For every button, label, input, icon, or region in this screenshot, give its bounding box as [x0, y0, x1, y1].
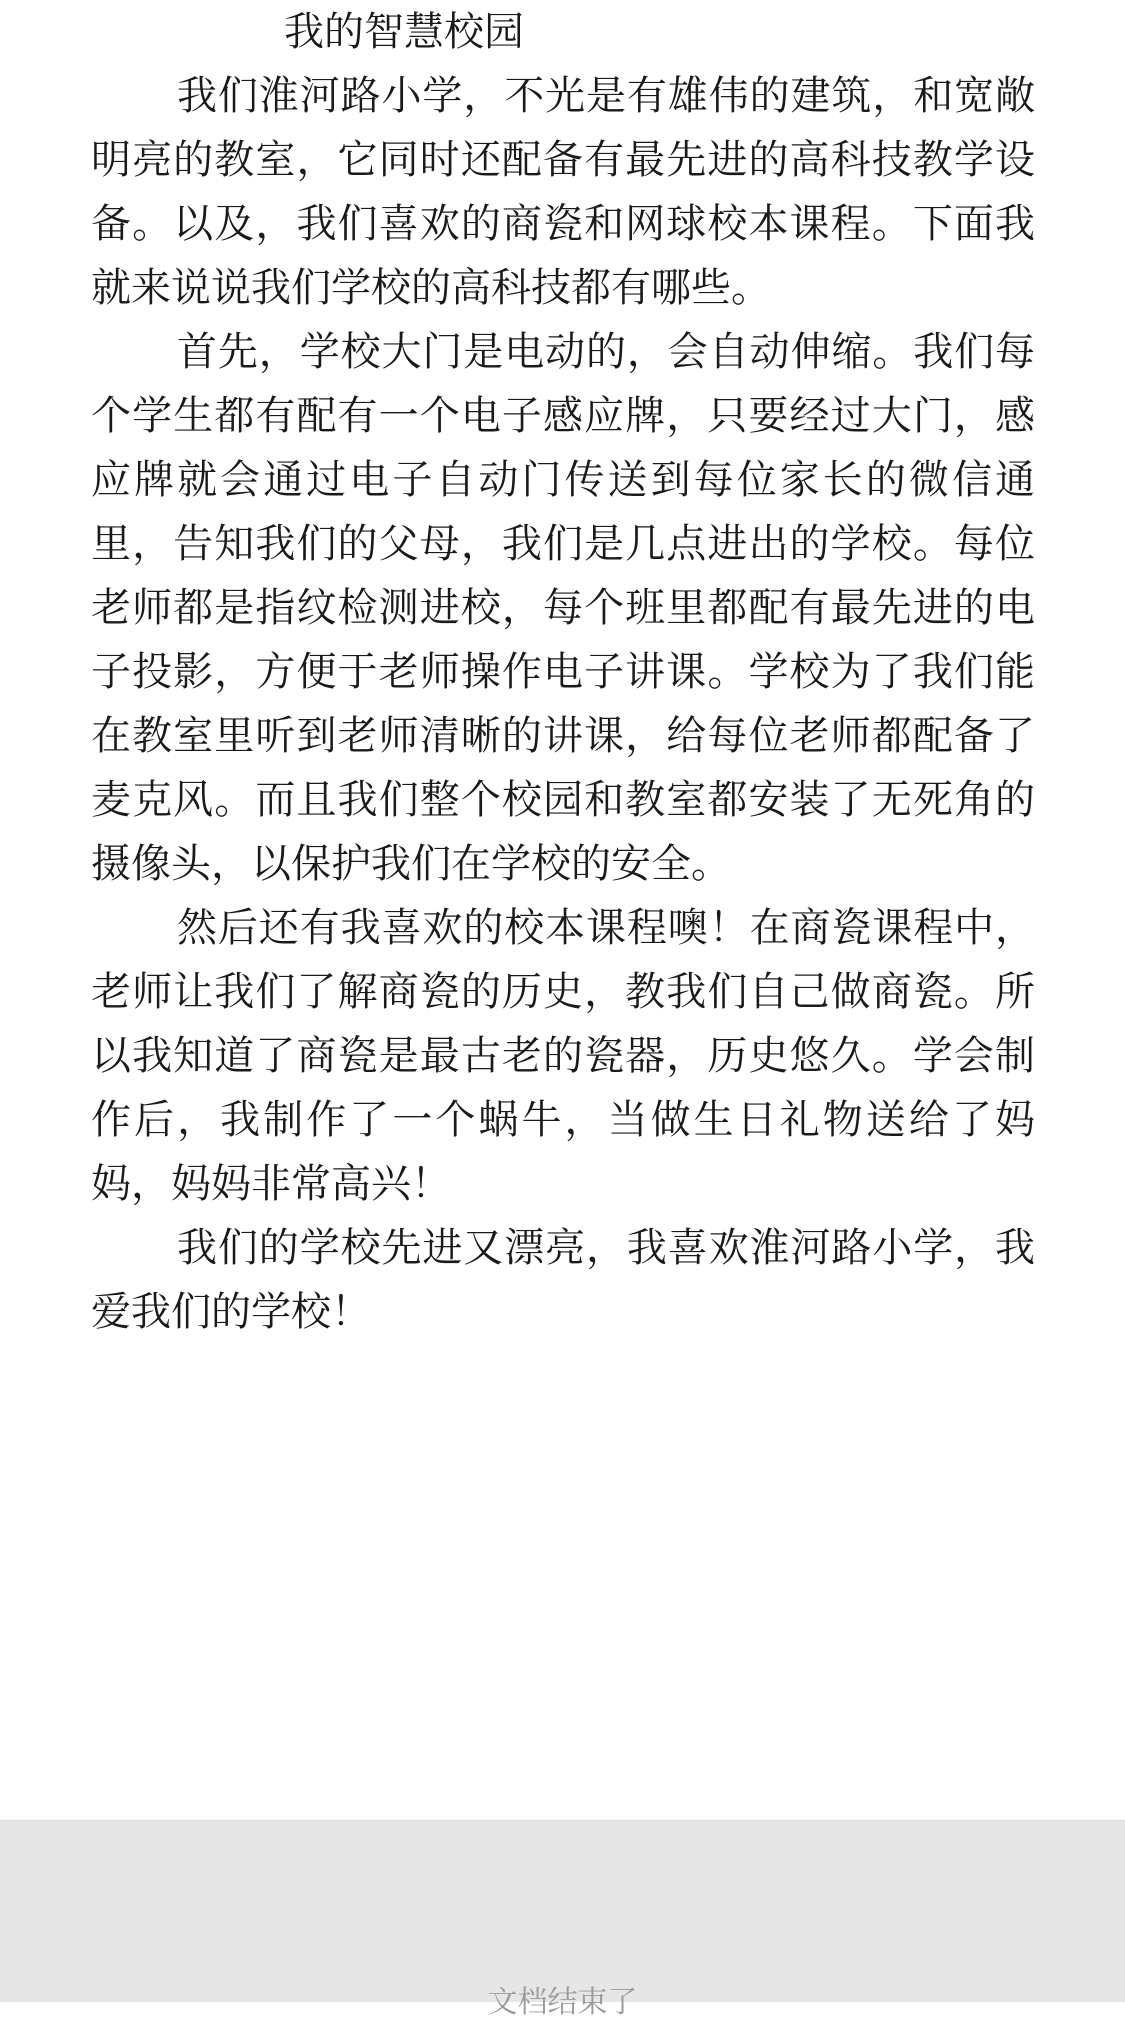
document-title: 我的智慧校园: [284, 9, 524, 55]
paragraph-3: 然后还有我喜欢的校本课程噢！在商瓷课程中，老师让我们了解商瓷的历史，教我们自己做商瓷。所以我知道了商瓷是最古老的瓷器，历史悠久。学会制作后，我制作了一个蜗牛，当做生日礼物送给了妈妈，妈妈非常高兴！: [91, 905, 1035, 1207]
paragraph-4: 我们的学校先进又漂亮，我喜欢淮河路小学，我爱我们的学校！: [91, 1225, 1035, 1335]
document-end-label: 文档结束了: [487, 1985, 638, 2020]
paragraph-1: 我们淮河路小学，不光是有雄伟的建筑，和宽敞明亮的教室，它同时还配备有最先进的高科技教学设备。以及，我们喜欢的商瓷和网球校本课程。下面我就来说说我们学校的高科技都有哪些。: [91, 73, 1035, 311]
document-end-area: [0, 1820, 1125, 2020]
paragraph-2: 首先，学校大门是电动的，会自动伸缩。我们每个学生都有配有一个电子感应牌，只要经过大门，感应牌就会通过电子自动门传送到每位家长的微信通里，告知我们的父母，我们是几点进出的学校。每位老师都是指纹检测进校，每个班里都配有最先进的电子投影，方便于老师操作电子讲课。学校为了我们能在教室里听到老师清晰的讲课，给每位老师都配备了麦克风。而且我们整个校园和教室都安装了无死角的摄像头，以保护我们在学校的安全。: [91, 329, 1035, 887]
document-body: [91, 64, 1035, 1344]
